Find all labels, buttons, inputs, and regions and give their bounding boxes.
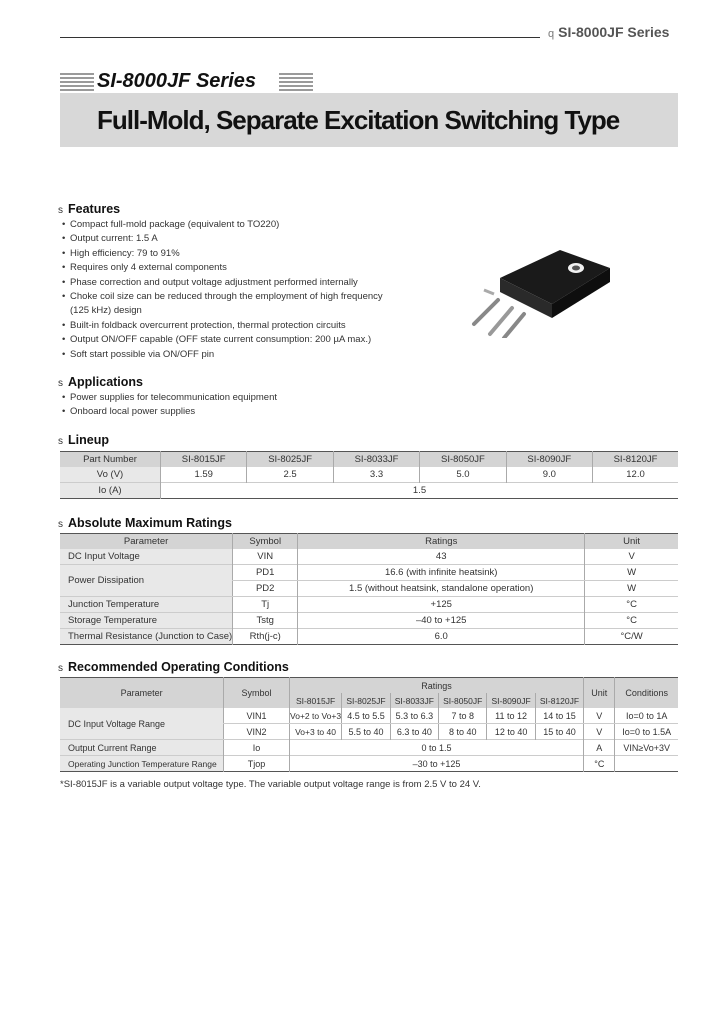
rec-symbol: VIN2 — [224, 724, 290, 740]
footnote: *SI-8015JF is a variable output voltage type. The variable output voltage range is from 2.5 V to 24 V. — [60, 779, 481, 790]
abs-symbol: PD1 — [233, 565, 298, 581]
application-item: • Power supplies for telecommunication equipment — [62, 392, 277, 403]
lineup-vo-value: 5.0 — [420, 467, 506, 483]
abs-param: Thermal Resistance (Junction to Case) — [60, 629, 233, 645]
rec-span-value: 0 to 1.5 — [289, 740, 583, 756]
rec-op-heading: s Recommended Operating Conditions — [58, 660, 289, 674]
lineup-vo-value: 2.5 — [247, 467, 333, 483]
rec-unit: V — [584, 708, 615, 724]
feature-item: • Soft start possible via ON/OFF pin — [62, 348, 215, 360]
abs-symbol: PD2 — [233, 581, 298, 597]
lineup-io-value: 1.5 — [161, 483, 679, 499]
abs-symbol: VIN — [233, 549, 298, 565]
rec-symbol: VIN1 — [224, 708, 290, 724]
abs-unit: W — [585, 565, 678, 581]
abs-param: Junction Temperature — [60, 597, 233, 613]
abs-header-cell: Ratings — [298, 534, 585, 550]
lineup-header-cell: SI-8015JF — [161, 452, 247, 468]
lineup-heading: s Lineup — [58, 433, 109, 447]
product-package-image — [460, 238, 620, 338]
feature-item: • Built-in foldback overcurrent protection, thermal protection circuits — [62, 319, 346, 331]
rec-unit: V — [584, 724, 615, 740]
abs-symbol: Tstg — [233, 613, 298, 629]
rec-cond — [615, 756, 678, 772]
rec-value: 5.5 to 40 — [342, 724, 390, 740]
rec-value: 15 to 40 — [535, 724, 583, 740]
abs-unit: °C — [585, 613, 678, 629]
rec-cond: Io=0 to 1.5A — [615, 724, 678, 740]
rec-param: DC Input Voltage Range — [60, 708, 224, 740]
abs-unit: V — [585, 549, 678, 565]
lineup-header-cell: SI-8090JF — [506, 452, 592, 468]
abs-rating: 16.6 (with infinite heatsink) — [298, 565, 585, 581]
feature-item: • Choke coil size can be reduced through the employment of high frequency — [62, 291, 383, 303]
lineup-vo-value: 9.0 — [506, 467, 592, 483]
rec-part-header: SI-8050JF — [439, 693, 487, 708]
lineup-header-cell: SI-8050JF — [420, 452, 506, 468]
abs-param: Power Dissipation — [60, 565, 233, 597]
rec-part-header: SI-8025JF — [342, 693, 390, 708]
rec-param: Output Current Range — [60, 740, 224, 756]
lineup-header-cell: SI-8025JF — [247, 452, 333, 468]
lineup-vo-value: 12.0 — [593, 467, 678, 483]
abs-rating: 1.5 (without heatsink, standalone operation) — [298, 581, 585, 597]
lineup-table — [60, 451, 678, 499]
abs-param: DC Input Voltage — [60, 549, 233, 565]
applications-heading: s Applications — [58, 375, 144, 389]
rec-symbol: Tjop — [224, 756, 290, 772]
rec-value: 8 to 40 — [439, 724, 487, 740]
abs-rating: 6.0 — [298, 629, 585, 645]
rec-value: 6.3 to 40 — [390, 724, 438, 740]
features-heading: s Features — [58, 202, 121, 216]
rec-part-header: SI-8090JF — [487, 693, 535, 708]
rec-value: Vo+2 to Vo+3 — [289, 708, 341, 724]
rec-part-header: SI-8015JF — [289, 693, 341, 708]
abs-header-cell: Symbol — [233, 534, 298, 550]
lineup-header-cell: SI-8033JF — [333, 452, 419, 468]
feature-item: • Output ON/OFF capable (OFF state current consumption: 200 µA max.) — [62, 334, 372, 346]
abs-rating: +125 — [298, 597, 585, 613]
rec-value: 5.3 to 6.3 — [390, 708, 438, 724]
abs-unit: °C — [585, 597, 678, 613]
rec-span-value: –30 to +125 — [289, 756, 583, 772]
rec-header-param: Parameter — [60, 678, 224, 709]
rec-value: 14 to 15 — [535, 708, 583, 724]
rec-cond: Io=0 to 1A — [615, 708, 678, 724]
rec-header-symbol: Symbol — [224, 678, 290, 709]
lineup-vo-value: 1.59 — [161, 467, 247, 483]
rec-value: 11 to 12 — [487, 708, 535, 724]
rec-header-conditions: Conditions — [615, 678, 678, 709]
rec-header-ratings: Ratings — [289, 678, 583, 694]
abs-unit: W — [585, 581, 678, 597]
abs-max-table — [60, 533, 678, 645]
application-item: • Onboard local power supplies — [62, 406, 196, 418]
abs-param: Storage Temperature — [60, 613, 233, 629]
abs-header-cell: Unit — [585, 534, 678, 550]
lineup-io-label: Io (A) — [60, 483, 161, 499]
abs-rating: 43 — [298, 549, 585, 565]
features-list — [62, 218, 383, 362]
abs-header-cell: Parameter — [60, 534, 233, 550]
rec-value: 12 to 40 — [487, 724, 535, 740]
abs-unit: °C/W — [585, 629, 678, 645]
series-title: SI-8000JF Series — [97, 70, 256, 92]
header-series: q SI-8000JF Series — [548, 24, 670, 40]
abs-symbol: Rth(j-c) — [233, 629, 298, 645]
lineup-header-cell: Part Number — [60, 452, 161, 468]
rec-part-header: SI-8033JF — [390, 693, 438, 708]
lineup-vo-label: Vo (V) — [60, 467, 161, 483]
feature-item: • High efficiency: 79 to 91% — [62, 247, 180, 259]
applications-list — [62, 391, 277, 420]
abs-rating: –40 to +125 — [298, 613, 585, 629]
abs-max-heading: s Absolute Maximum Ratings — [58, 516, 232, 530]
rec-header-unit: Unit — [584, 678, 615, 709]
feature-item: • Output current: 1.5 A — [62, 233, 158, 245]
feature-item: • Compact full-mold package (equivalent to TO220) — [62, 219, 280, 230]
rec-param: Operating Junction Temperature Range — [60, 756, 224, 772]
lineup-vo-value: 3.3 — [333, 467, 419, 483]
rec-op-table — [60, 677, 678, 772]
rec-value: 7 to 8 — [439, 708, 487, 724]
rec-part-header: SI-8120JF — [535, 693, 583, 708]
feature-item: • Phase correction and output voltage adjustment performed internally — [62, 276, 358, 288]
page-title: Full-Mold, Separate Excitation Switching Type — [97, 105, 620, 135]
rec-symbol: Io — [224, 740, 290, 756]
rec-value: Vo+3 to 40 — [289, 724, 341, 740]
feature-item: • Requires only 4 external components — [62, 262, 227, 274]
rec-cond: VIN≥Vo+3V — [615, 740, 678, 756]
feature-item-continued: (125 kHz) design — [70, 305, 142, 317]
lineup-header-cell: SI-8120JF — [593, 452, 678, 468]
header-rule — [60, 37, 540, 38]
title-stripes-left — [60, 73, 94, 91]
rec-value: 4.5 to 5.5 — [342, 708, 390, 724]
abs-symbol: Tj — [233, 597, 298, 613]
rec-unit: °C — [584, 756, 615, 772]
title-stripes-right — [279, 73, 313, 91]
rec-unit: A — [584, 740, 615, 756]
